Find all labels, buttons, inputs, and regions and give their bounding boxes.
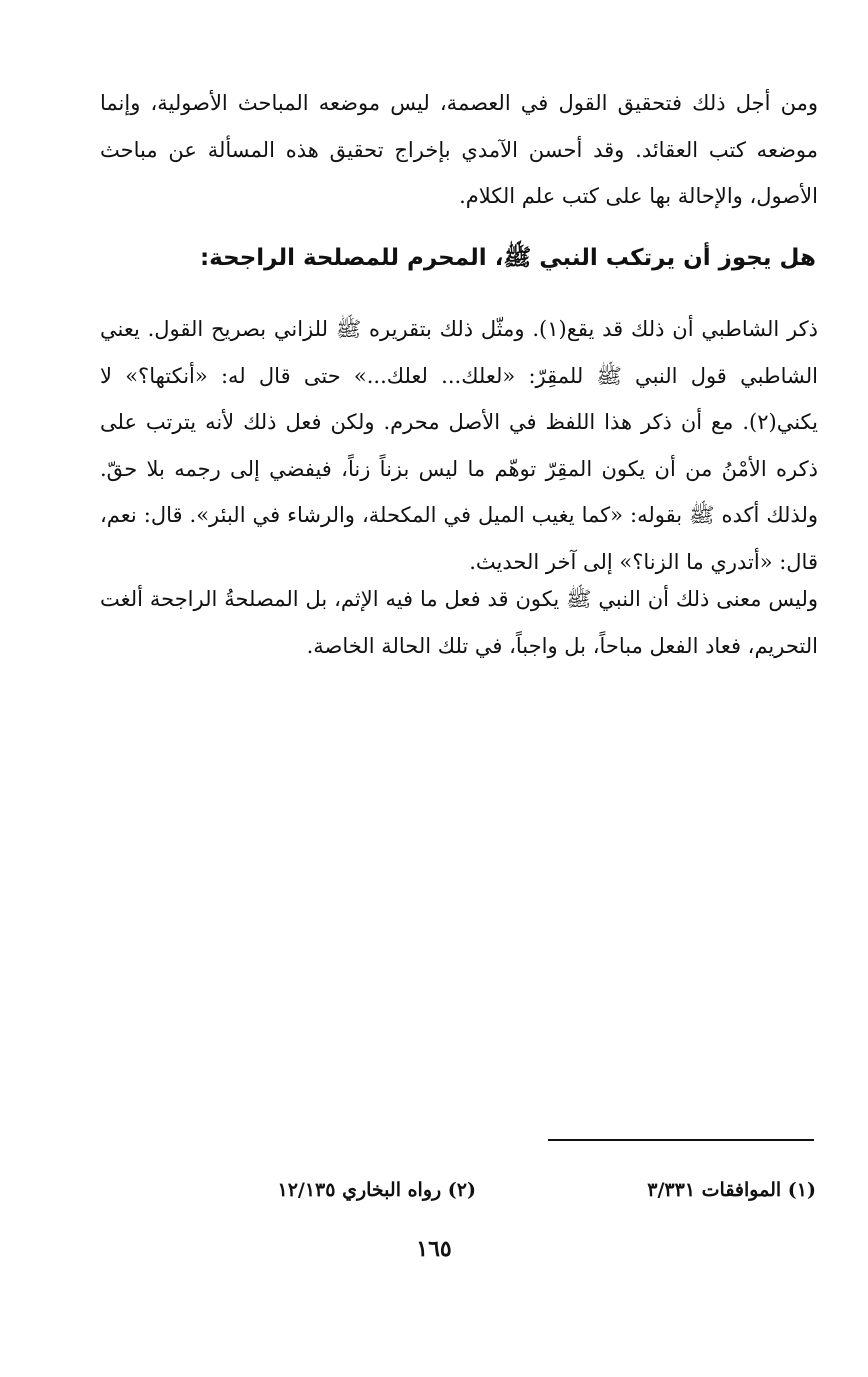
paragraph-shatibi: ذكر الشاطبي أن ذلك قد يقع(١). ومثّل ذلك بتقريره ﷺ للزاني بصريح القول. يعني الشاطبي قول النبي ﷺ للمقِرّ: «لعلك... لعلك...» حتى قال له: «أنكتها؟» لا يكني(٢). مع أن ذكر هذا اللفظ في الأصل محرم. ولكن فعل ذلك لأنه يترتب على ذكره الأمْنُ من أن يكون المقِرّ توهّم ما ليس بزناً زناً، فيفضي إلى رجمه بلا حقّ. ولذلك أكده ﷺ بقوله: «كما يغيب الميل في المكحلة، والرشاء في البئر». قال: نعم، قال: «أتدري ما الزنا؟» إلى آخر الحديث. xyxy=(100,317,818,574)
footnote-2: (٢) رواه البخاري ١٢/١٣٥ xyxy=(277,1179,476,1201)
paragraph-conclusion: وليس معنى ذلك أن النبي ﷺ يكون قد فعل ما فيه الإثم، بل المصلحةُ الراجحة ألغت التحريم، فعاد الفعل مباحاً، بل واجباً، في تلك الحالة الخاصة. xyxy=(100,587,818,658)
footnote-separator xyxy=(548,1139,814,1141)
section-heading: هل يجوز أن يرتكب النبي ﷺ، المحرم للمصلحة الراجحة: xyxy=(199,245,816,271)
paragraph-intro: ومن أجل ذلك فتحقيق القول في العصمة، ليس موضعه المباحث الأصولية، وإنما موضعه كتب العقائد. وقد أحسن الآمدي بإخراج تحقيق هذه المسألة عن مباحث الأصول، والإحالة بها على كتب علم الكلام. xyxy=(100,91,818,208)
footnote-1: (١) الموافقات ٣/٣٣١ xyxy=(647,1179,816,1201)
page-number: ١٦٥ xyxy=(416,1236,452,1262)
